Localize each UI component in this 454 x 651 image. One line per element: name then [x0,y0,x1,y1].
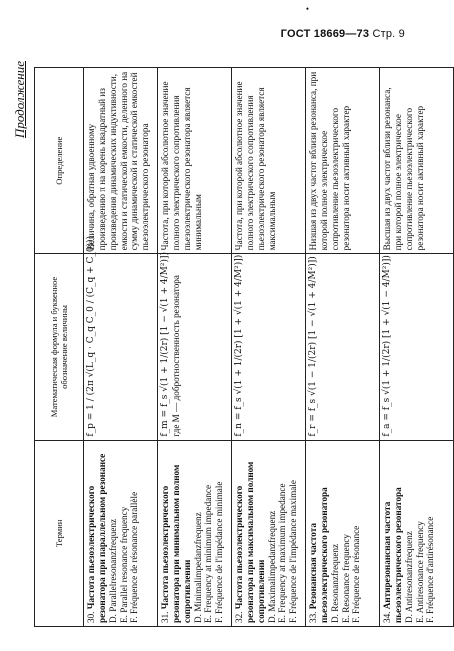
corner-dot: • [305,4,309,14]
standard-code: ГОСТ 18669—73 [280,28,370,40]
term-translation: F. Fréquence de résonance parallèle [129,491,140,623]
definition-text: Частота, при которой абсолютное значение полного электрического сопротивления пьезоэлектрического резонатора является минимальным [160,81,203,251]
table-row [232,68,306,627]
term-number: 34. [382,611,392,623]
term-heading [234,444,267,623]
term-translation: E. Antiresonance frequency [414,521,425,623]
term-translation: E. Resonance frequency [340,533,351,623]
table-row [158,68,232,627]
term-translation: D. Parallelresonanzfrequenz [107,518,118,623]
term-title: Резонансная частота пьезоэлектрического резонатора [308,487,329,623]
term-number: 33. [308,611,318,623]
term-number: 30. [86,611,96,623]
table-row [306,68,380,627]
term-cell [158,440,232,626]
term-cell [380,440,454,626]
term-translation: F. Fréquence de l'impédance maximale [288,479,299,623]
term-translation: E. Parallel resonance frequency [118,506,129,623]
rotated-table-area [8,55,436,635]
definition-text: Низшая из двух частот вблизи резонанса, при которой полное электрическое сопротивление пьезоэлектрического резонатора носит активный характер [308,71,351,251]
term-translations [330,444,363,623]
definition-text: Величина, обратная удвоенному произведению π на корень квадратный из произведения динамических индуктивности, емкости и статической емкости, деленного на сумму динамической и статической емкостей пьезоэлектрического резонатора [86,71,151,251]
term-heading [382,444,404,623]
term-cell [84,440,158,626]
term-translation: F. Fréquence d'antirésonance [425,516,436,623]
term-translation: D. Maximalimpedanzfrequenz [266,510,277,623]
term-number: 32. [234,611,244,623]
term-translations [108,444,141,623]
definition-cell [158,68,232,254]
term-translation: F. Fréquence de l'impédance minimale [214,481,225,623]
term-heading [86,444,108,623]
term-title: Частота пьезоэлектрического резонатора при максимальном полном сопротивлении [234,461,266,623]
formula: f_p = 1 / (2π √(L_q · C_q C_0 / (C_q + C_0))) [86,235,96,437]
formula: f_r = f_s √(1 − 1/(2r) [1 − √(1 + 4/M²)]) [308,256,318,437]
term-cell [232,440,306,626]
column-header-definition: Определение [35,68,84,254]
definition-text: Частота, при которой абсолютное значение полного электрического сопротивления пьезоэлектрического резонатора является максимальным [234,81,277,251]
term-translation: D. Minimalimpedanzfrequenz [192,512,203,623]
formula-cell [158,251,232,440]
formula-cell [306,254,380,440]
term-translation: E. Frequency at minimum impedance [203,484,214,623]
definition-cell [232,68,306,254]
term-title: Частота пьезоэлектрического резонатора при минимальном полном сопротивлении [160,464,192,623]
formula: f_a = f_s √(1 + 1/(2r) [1 + √(1 − 4/M²)]) [382,255,392,437]
formula-cell [380,254,454,440]
term-title: Частота пьезоэлектрического резонатора при параллельном резонансе [86,453,107,623]
column-header-formula: Математическая формула и буквенное обозначение величины [35,254,84,440]
term-cell [306,440,380,626]
page-header [281,28,405,40]
term-title: Антирезонансная частота пьезоэлектрического резонатора [382,487,403,623]
term-translations [404,444,437,623]
terms-table [34,67,454,627]
term-heading [308,444,330,623]
term-translations [267,444,300,623]
formula: f_m = f_s √(1 + 1/(2r) [1 − √(1 + 4/M²)]) [160,251,170,437]
term-translations [193,444,226,623]
column-header-term: Термин [35,440,84,626]
term-translation: D. Antiresonanzfrequenz [403,531,414,623]
table-row [84,68,158,627]
page-number: Стр. 9 [372,28,405,40]
formula: f_n = f_s √(1 + 1/(2r) [1 + √(1 + 4/M²)]) [234,254,244,437]
formula-cell [84,235,158,440]
term-translation: F. Fréquence de résonance [351,525,362,623]
definition-cell [84,68,158,254]
term-number: 31. [160,611,170,623]
definition-text: Высшая из двух частот вблизи резонанса, при которой полное электрическое сопротивление пьезоэлектрического резонатора носит активный характер [382,87,425,251]
formula-note: где M — добротноственность резонатора [170,275,181,437]
table-header-row [35,68,84,627]
definition-cell [380,68,454,254]
term-translation: E. Frequency at maximum impedance [277,483,288,623]
formula-cell [232,254,306,440]
continuation-label: Продолжение [12,61,27,139]
definition-cell [306,68,380,254]
term-heading [160,444,193,623]
term-translation: D. Resonanzfrequenz [329,543,340,623]
table-row [380,68,454,627]
